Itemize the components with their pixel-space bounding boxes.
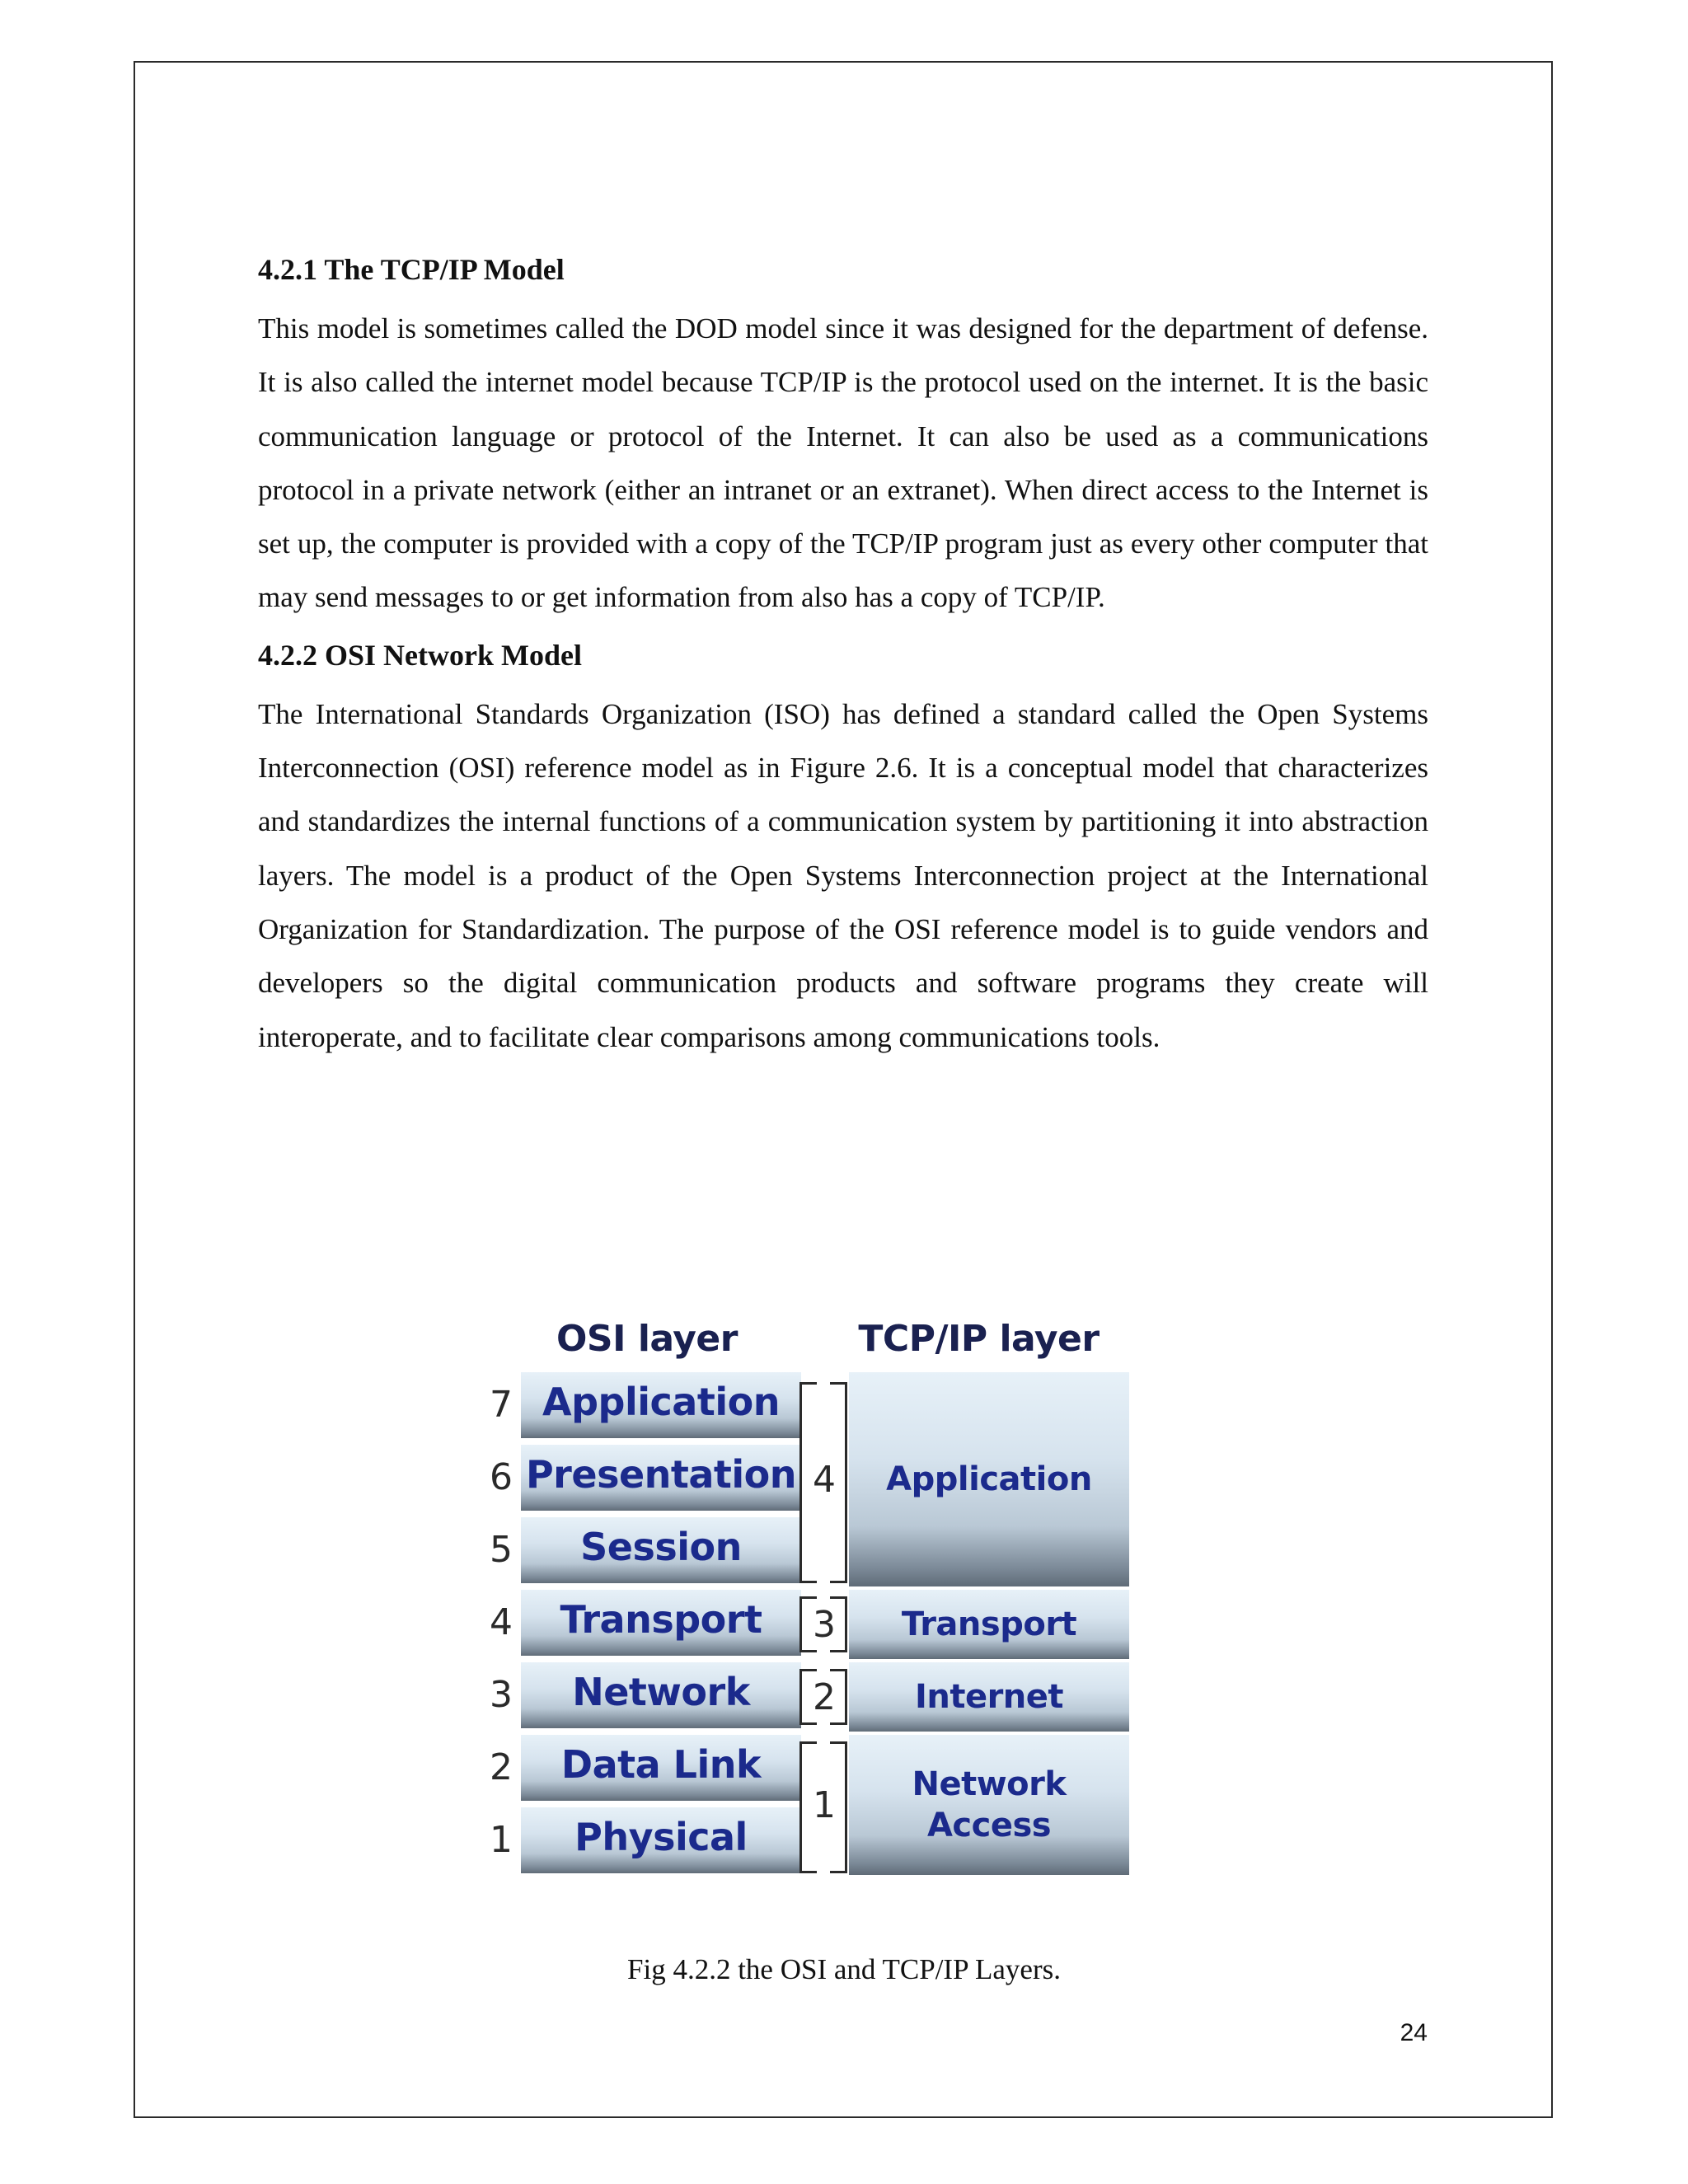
osi-layer-application: Application [521, 1372, 801, 1438]
osi-layer-transport: Transport [521, 1590, 801, 1656]
tcpip-layer-number: 4 [813, 1458, 836, 1501]
osi-layer-number: 7 [490, 1384, 513, 1426]
tcpip-layer-number: 1 [813, 1783, 836, 1826]
section-heading-osi: 4.2.2 OSI Network Model [258, 638, 582, 672]
tcpip-layer-application: Application [849, 1372, 1129, 1586]
section-paragraph-osi: The International Standards Organization (ISO) has defined a standard called the Open Systems Interconnection (OSI) reference model as in Figure 2.6. It is a conceptual model that characterizes and standardizes the internal functions of a communication system by partitioning it into abstraction layers. The model is a product of the Open Systems Interconnection project at the International Organization for Standardization. The purpose of the OSI reference model is to guide vendors and developers so the digital communication products and software programs they create will interoperate, and to facilitate clear comparisons among communications tools. [258, 697, 1428, 1053]
osi-layer-number: 4 [490, 1601, 513, 1643]
osi-layer-number: 2 [490, 1746, 513, 1788]
osi-layer-network: Network [521, 1662, 801, 1728]
osi-layer-number: 3 [490, 1674, 513, 1716]
osi-layer-number: 5 [490, 1529, 513, 1571]
page-number: 24 [1400, 2019, 1428, 2046]
tcpip-column-title: TCP/IP layer [858, 1318, 1100, 1360]
page-content [258, 247, 1428, 1064]
figure-caption: Fig 4.2.2 the OSI and TCP/IP Layers. [627, 1953, 1061, 1985]
tcpip-layer-number: 3 [813, 1603, 836, 1646]
tcpip-layer-transport: Transport [849, 1590, 1129, 1659]
section-paragraph-tcpip: This model is sometimes called the DOD model since it was designed for the department of defense. It is also called the internet model because TCP/IP is the protocol used on the internet. It is the basic communication language or protocol of the Internet. It can also be used as a communications protocol in a private network (either an intranet or an extranet). When direct access to the Internet is set up, the computer is provided with a copy of the TCP/IP program just as every other computer that may send messages to or get information from also has a copy of TCP/IP. [258, 312, 1428, 614]
tcpip-layer-number: 2 [813, 1675, 836, 1718]
osi-layer-data-link: Data Link [521, 1735, 801, 1801]
osi-layer-presentation: Presentation [521, 1445, 801, 1511]
osi-layer-session: Session [521, 1517, 801, 1583]
tcpip-layer-network-access: Network Access [849, 1735, 1129, 1875]
section-heading-tcpip: 4.2.1 The TCP/IP Model [258, 253, 565, 286]
tcpip-layer-internet: Internet [849, 1662, 1129, 1732]
osi-layer-physical: Physical [521, 1807, 801, 1873]
osi-column-title: OSI layer [556, 1318, 738, 1360]
osi-tcpip-figure [486, 1315, 1129, 1891]
osi-layer-number: 6 [490, 1456, 513, 1498]
osi-layer-number: 1 [490, 1819, 513, 1861]
